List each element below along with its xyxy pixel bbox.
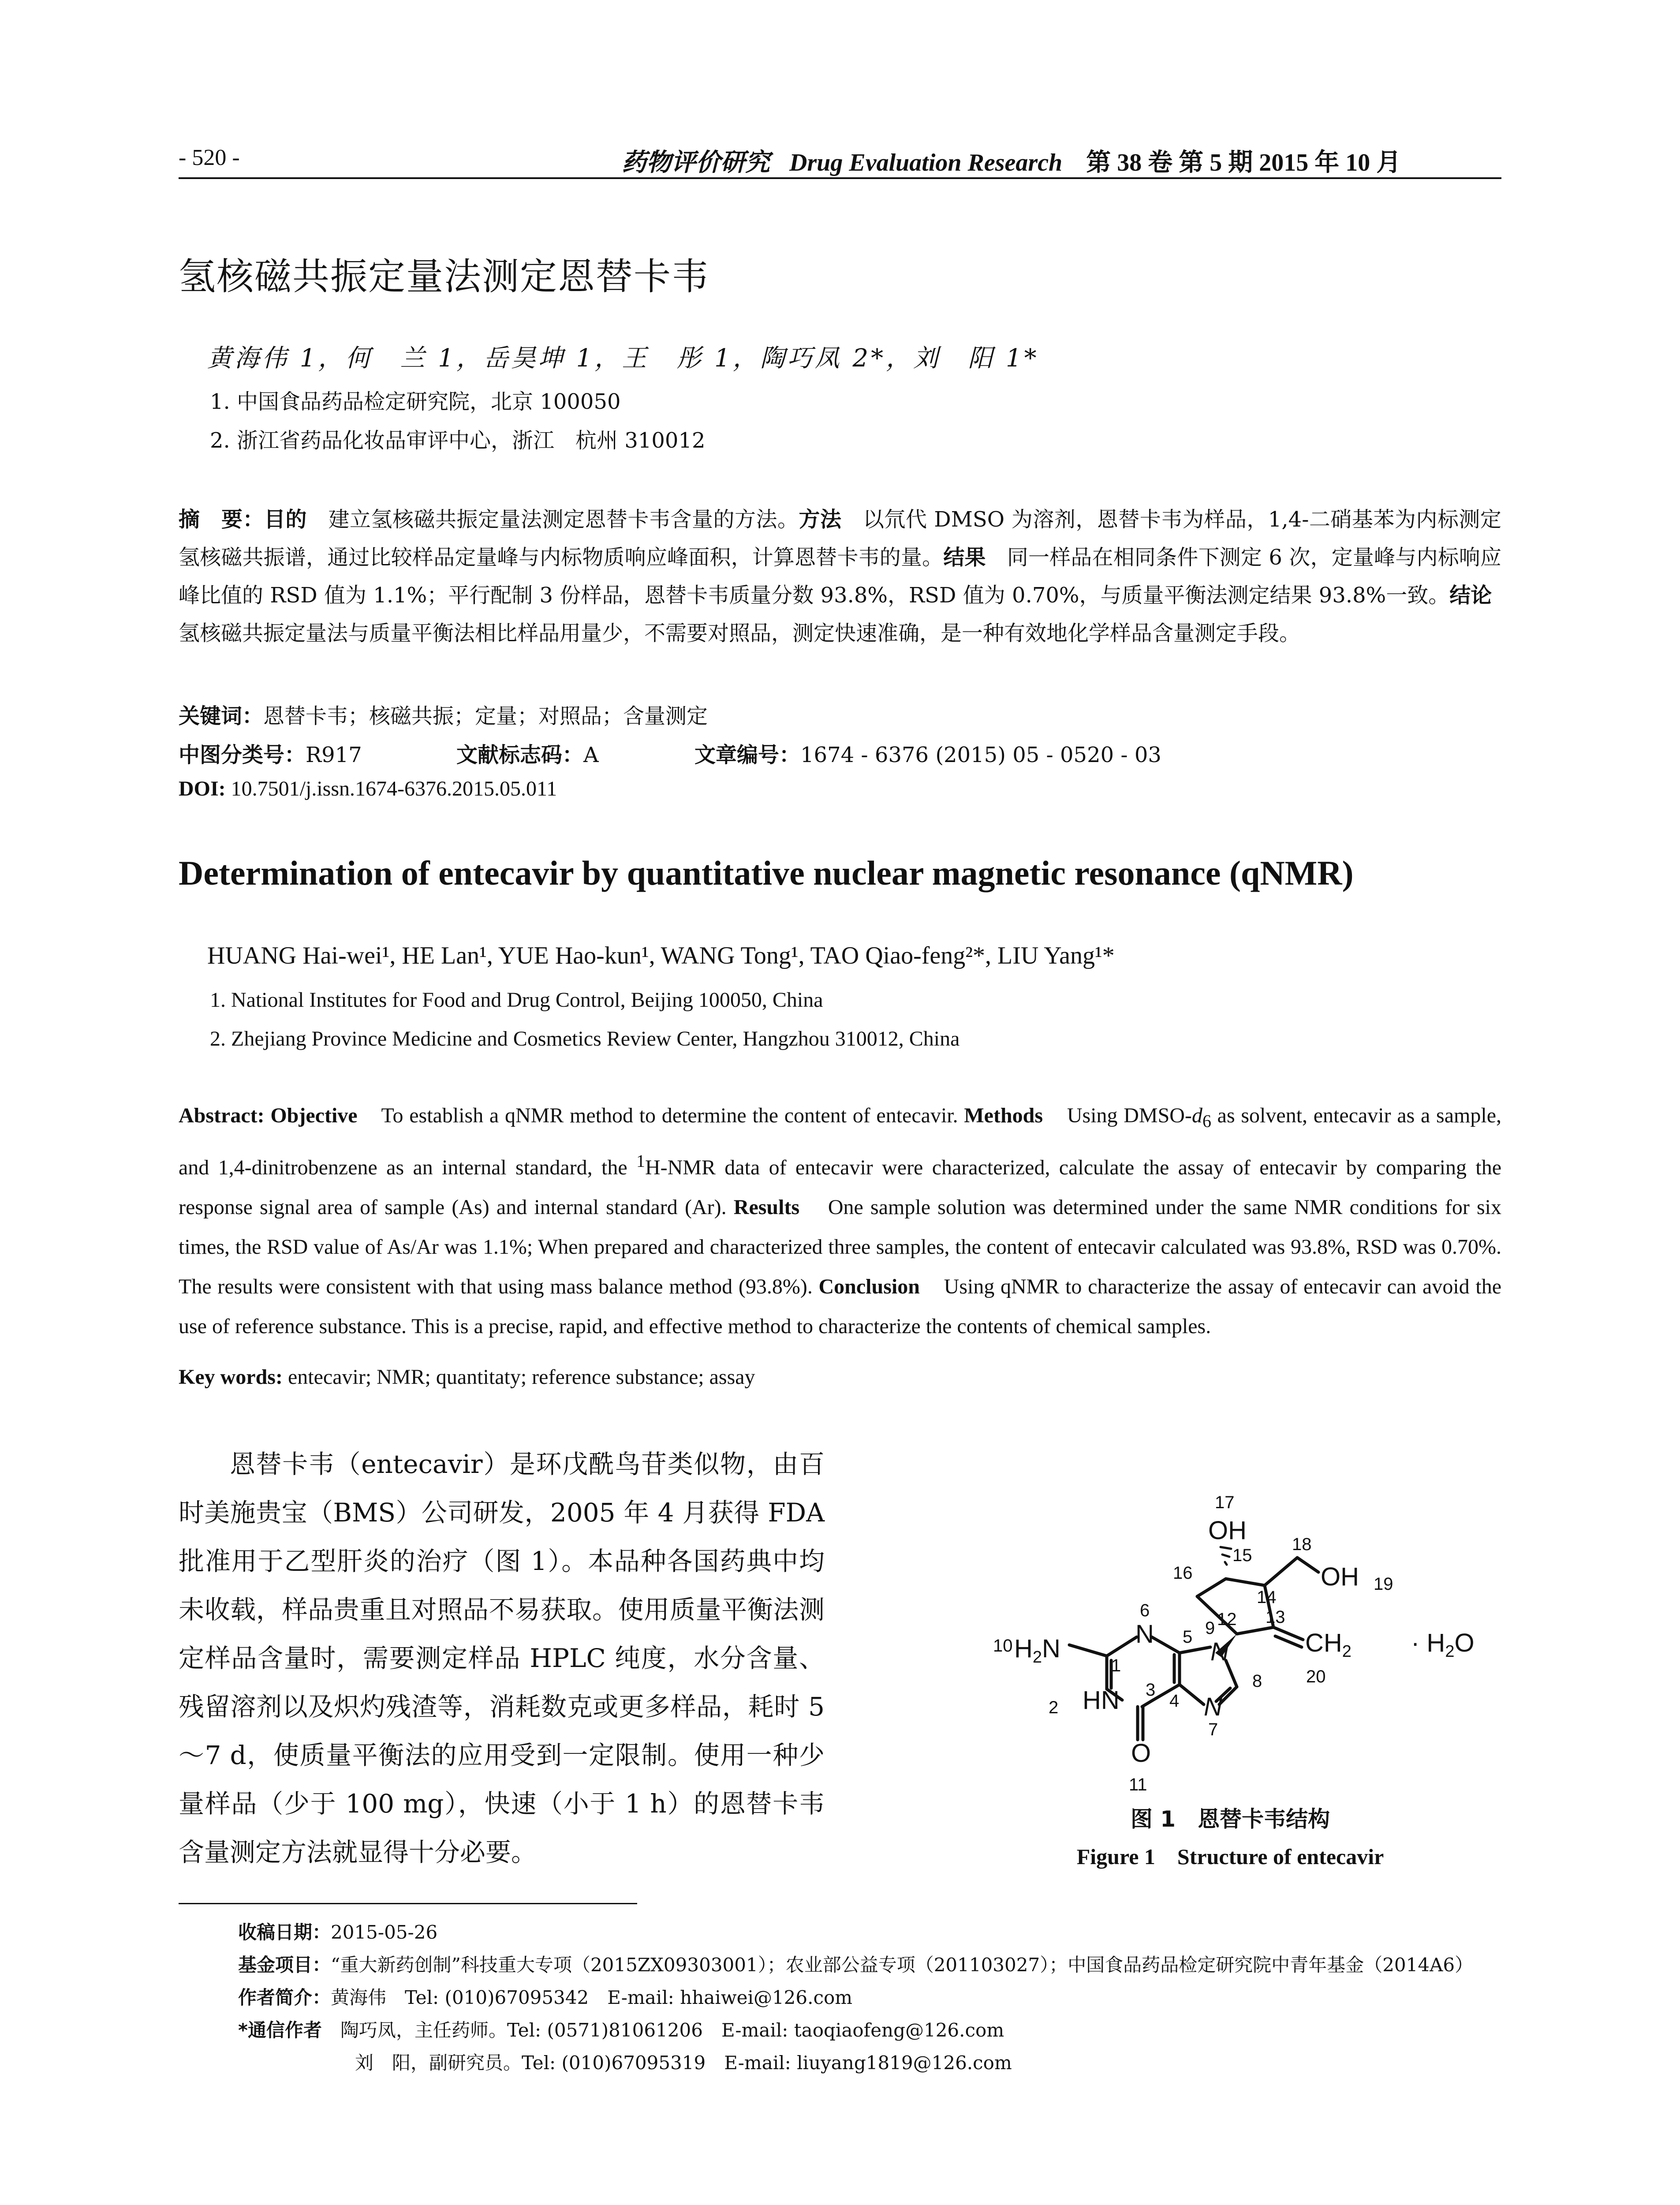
authors-en: HUANG Hai-wei¹, HE Lan¹, YUE Hao-kun¹, WANG Tong¹, TAO Qiao-feng²*, LIU Yang¹* [207,942,1115,969]
objective-text-cn: 建立氢核磁共振定量法测定恩替卡韦含量的方法。 [307,507,799,532]
footnote-received [238,1916,1499,1949]
footnote-corresponding-1 [238,2014,1499,2047]
atom-ch2 [1305,1629,1351,1661]
conclusion-text-cn: 氢核磁共振定量法与质量平衡法相比样品用量少，不需要对照品，测定快速准确，是一种有效地化学样品含量测定手段。 [179,583,1513,646]
journal-name-en: Drug Evaluation Research [789,149,1063,176]
atom-number-5: 5 [1183,1627,1193,1647]
results-label-en: Results [733,1195,800,1219]
methods-subscript: 6 [1202,1111,1211,1131]
keywords-cn-text: 恩替卡韦；核磁共振；定量；对照品；含量测定 [263,704,708,729]
abstract-en [179,1096,1507,1346]
received-date: 2015-05-26 [331,1921,438,1943]
atom-number-9: 9 [1205,1618,1215,1638]
doc-code-label: 文献标志码： [456,743,584,767]
body-paragraph: 恩替卡韦（entecavir）是环戊酰鸟苷类似物，由百时美施贵宝（BMS）公司研发，2005 年 4 月获得 FDA 批准用于乙型肝炎的治疗（图 1）。本品种各国药典中均未收载，样品贵重且对照品不易获取。使用质量平衡法测定样品含量时，需要测定样品 HPLC 纯度，水分含量、残留溶剂以及炽灼残渣等，消耗数克或更多样品，耗时 5～7 d，使质量平衡法的应用受到一定限制。使用一种少量样品（少于 100 mg），快速（小于 1 h）的恩替卡韦含量测定方法就显得十分必要。 [179,1449,825,1867]
doc-code-value: A [583,743,599,767]
corresponding-label: *通信作者 [238,2019,322,2041]
atom-h2n [1014,1634,1060,1667]
received-label: 收稿日期： [238,1921,331,1943]
atom-number-16: 16 [1173,1563,1193,1583]
hydrate-water [1411,1629,1475,1661]
conclusion-label-cn: 结论 [1449,583,1492,608]
atom-number-7: 7 [1208,1720,1218,1739]
authors-cn: 黄海伟 1，何 兰 1，岳昊坤 1，王 彤 1，陶巧凤 2*，刘 阳 1* [207,344,1039,373]
header-rule [179,177,1501,179]
affiliation-cn-2: 2. 浙江省药品化妆品审评中心，浙江 杭州 310012 [210,428,706,453]
atom-ch2-sub: 2 [1342,1642,1351,1661]
doi-label: DOI: [179,777,226,800]
article-number [694,738,1161,768]
atom-number-17: 17 [1215,1493,1235,1512]
figure-caption-en: Figure 1 Structure of entecavir [1076,1844,1384,1869]
atom-n9: N [1210,1637,1229,1666]
objective-label-cn: 目的 [264,507,307,532]
keywords-cn [179,699,708,729]
running-header [179,140,1501,176]
atom-number-3: 3 [1146,1680,1156,1700]
conclusion-text-en: Using qNMR to characterize the assay of entecavir can avoid the use of reference substance. This is a precise, rapid, and effective method to characterize the contents of chemical samples. [179,1274,1507,1338]
keywords-cn-label: 关键词： [179,704,264,729]
atom-number-19: 19 [1374,1574,1393,1594]
methods-text-en-b: as solvent, entecavir as a sample, and 1,4-dinitrobenzene as an internal standard, the [179,1104,1502,1179]
affiliation-en-1: 1. National Institutes for Food and Drug Control, Beijing 100050, China [210,988,823,1012]
atom-number-20: 20 [1306,1667,1326,1686]
title-en: Determination of entecavir by quantitative nuclear magnetic resonance (qNMR) [179,854,1354,892]
hydrate-h: · H [1411,1629,1445,1657]
keywords-en-text: entecavir; NMR; quantitaty; reference substance; assay [282,1365,755,1389]
document-code [456,738,599,768]
keywords-en [179,1365,755,1389]
atom-h2n-n: N [1042,1634,1060,1663]
article-number-value: 1674 - 6376 (2015) 05 - 0520 - 03 [800,743,1161,767]
methods-text-en-c: H-NMR data of entecavir were characterized, calculate the assay of entecavir by comparing the response signal area of sample (As) and internal standard (Ar). [179,1155,1502,1219]
clc-number [179,738,362,768]
author-bio-text: 黄海伟 Tel: (010)67095342 E-mail: hhaiwei@126.com [331,1987,853,2008]
affiliation-en-2: 2. Zhejiang Province Medicine and Cosmetics Review Center, Hangzhou 310012, China [210,1027,960,1050]
objective-label-en: Objective [270,1104,358,1127]
methods-text-cn: 以氘代 DMSO 为溶剂，恩替卡韦为样品，1,4-二硝基苯为内标测定氢核磁共振谱，通过比较样品定量峰与内标物质响应峰面积，计算恩替卡韦的量。 [179,507,1501,570]
atom-o-carbonyl: O [1131,1739,1151,1768]
fund-text: “重大新药创制”科技重大专项（2015ZX09303001）；农业部公益专项（201103027）；中国食品药品检定研究院中青年基金（2014A6） [331,1954,1474,1976]
atom-number-18: 18 [1292,1535,1312,1554]
atom-number-4: 4 [1169,1691,1180,1711]
atom-hn: HN [1083,1686,1120,1715]
abstract-en-label: Abstract: [179,1104,265,1127]
abstract-cn-label: 摘 要： [179,507,264,532]
article-number-label: 文章编号： [694,743,801,767]
entecavir-structure-figure [970,1446,1543,1795]
methods-text-en-a: Using DMSO- [1043,1104,1192,1127]
clc-value: R917 [306,743,362,767]
methods-superscript: 1 [636,1151,645,1171]
title-cn: 氢核磁共振定量法测定恩替卡韦 [179,255,710,298]
results-label-cn: 结果 [943,545,986,570]
methods-label-en: Methods [964,1104,1043,1127]
footnote-corresponding-2: 刘 阳，副研究员。Tel: (010)67095319 E-mail: liuyang1819@126.com [355,2052,1012,2074]
footnote-fund [238,1949,1499,1981]
clc-label: 中图分类号： [179,743,306,767]
atom-oh-top: OH [1208,1516,1247,1545]
atom-h2n-h: H [1014,1634,1033,1663]
doi-value: 10.7501/j.issn.1674-6376.2015.05.011 [225,777,557,800]
atom-number-13: 13 [1266,1607,1285,1627]
page-number: - 520 - [179,145,240,170]
conclusion-label-en: Conclusion [818,1274,920,1298]
atom-number-11: 11 [1129,1775,1147,1794]
doi [179,777,557,801]
volume-issue: 第 38 卷 第 5 期 2015 年 10 月 [1086,149,1401,176]
atom-number-12: 12 [1217,1610,1237,1629]
corresponding-author-1: 陶巧凤，主任药师。Tel: (0571)81061206 E-mail: taoqiaofeng@126.com [321,2019,1004,2041]
atom-number-15: 15 [1232,1546,1252,1565]
results-text-cn: 同一样品在相同条件下测定 6 次，定量峰与内标响应峰比值的 RSD 值为 1.1%；平行配制 3 份样品，恩替卡韦质量分数 93.8%，RSD 值为 0.70%，与质量平衡法测定结果 93.8%一致。 [179,545,1501,608]
journal-line [622,143,1401,178]
keywords-en-label: Key words: [179,1365,283,1389]
atom-number-14: 14 [1257,1588,1277,1607]
atom-number-6: 6 [1140,1601,1150,1620]
atom-h2n-sub: 2 [1032,1648,1042,1667]
atom-number-2: 2 [1049,1698,1059,1717]
methods-label-cn: 方法 [799,507,842,532]
atom-n6: N [1135,1620,1154,1648]
atom-n7: N [1204,1693,1222,1721]
footnote-author [238,1981,1499,2014]
author-bio-label: 作者简介： [238,1987,331,2008]
journal-name-cn: 药物评价研究 [622,148,770,177]
footnotes [238,1916,1499,2079]
fund-label: 基金项目： [238,1954,331,1976]
atom-number-1: 1 [1111,1656,1121,1675]
affiliation-cn-1: 1. 中国食品药品检定研究院，北京 100050 [210,389,621,414]
atom-ch2-ch: CH [1305,1629,1342,1657]
objective-text-en: To establish a qNMR method to determine the content of entecavir. [357,1104,964,1127]
abstract-cn [179,501,1513,652]
results-text-en: One sample solution was determined under the same NMR conditions for six times, the RSD value of As/Ar was 1.1%; When prepared and characterized three samples, the content of entecavir calculated was 93.8%, RSD was 0.70%. The results were consistent with that using mass balance method (93.8%). [179,1195,1507,1298]
atom-number-10: 10 [993,1636,1013,1656]
figure-caption-cn: 图 1 恩替卡韦结构 [1130,1806,1330,1832]
methods-deuterium: d [1191,1104,1202,1127]
atom-oh-right: OH [1321,1562,1359,1591]
hydrate-o: O [1454,1629,1475,1657]
hydrate-sub: 2 [1445,1642,1455,1661]
footnote-rule [179,1903,637,1904]
atom-number-8: 8 [1252,1671,1262,1691]
